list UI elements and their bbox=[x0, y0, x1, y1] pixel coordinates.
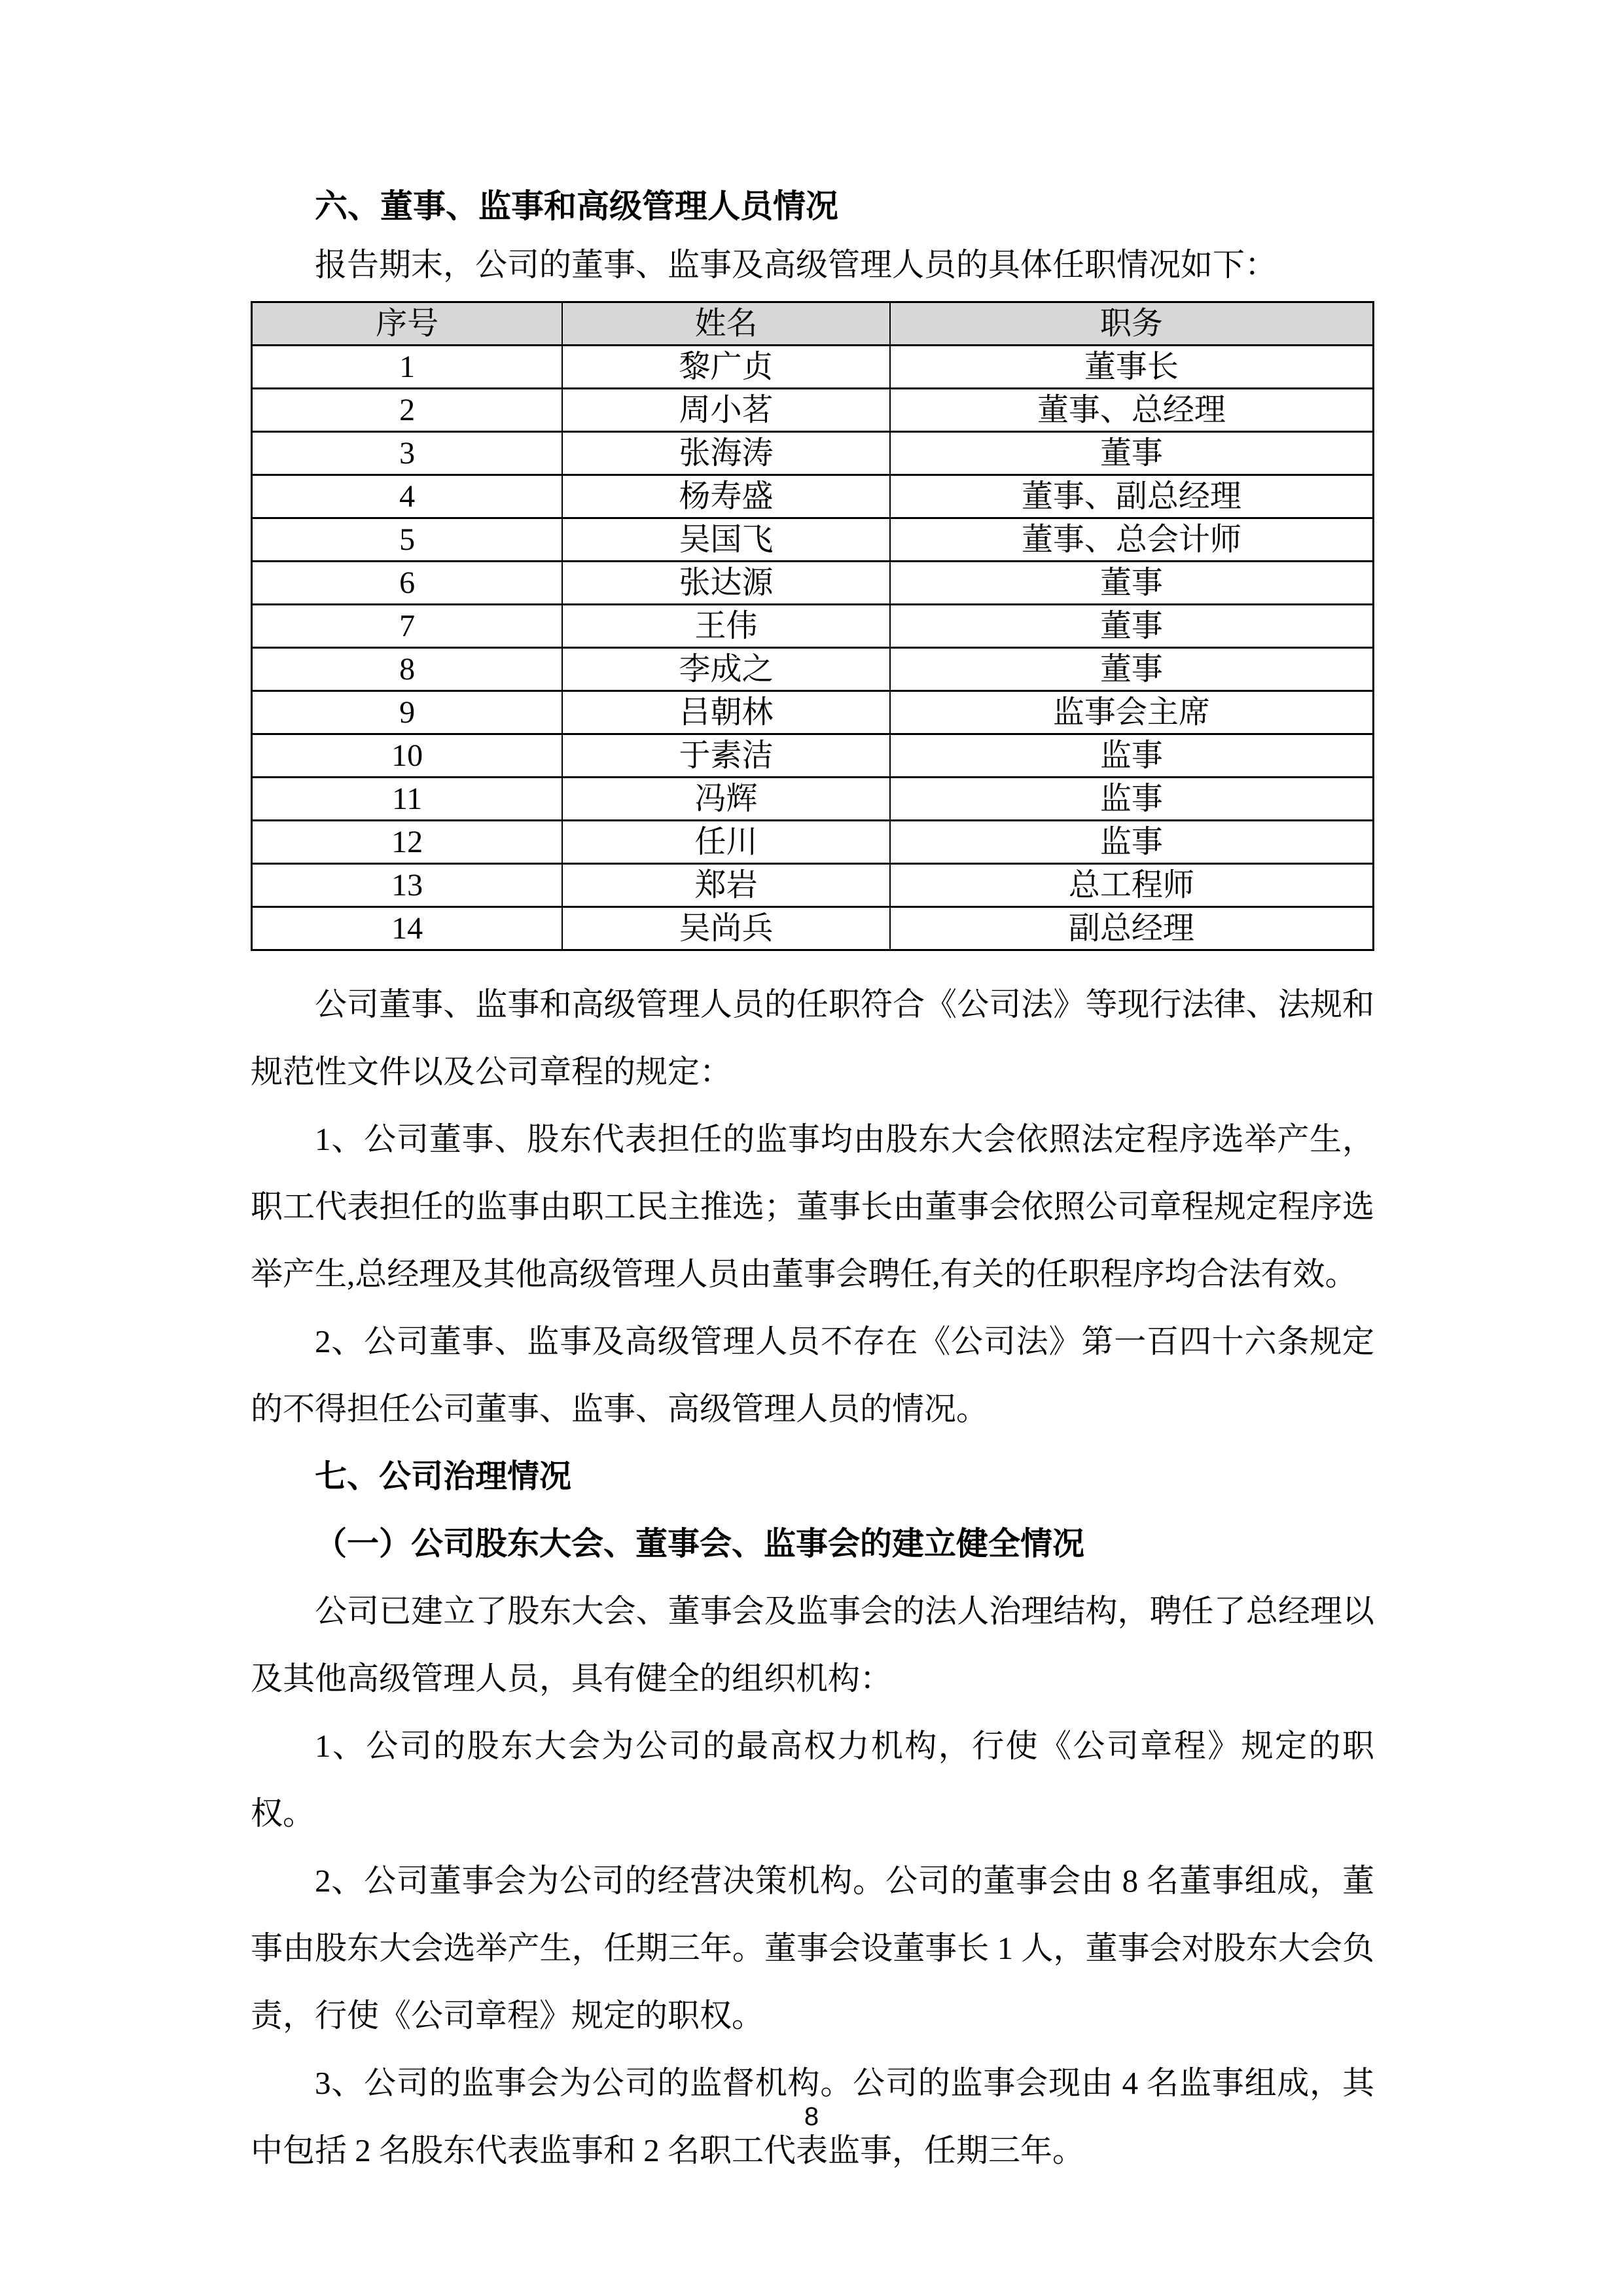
table-cell: 5 bbox=[252, 518, 563, 562]
table-row bbox=[252, 562, 1374, 605]
compliance-intro-paragraph: 公司董事、监事和高级管理人员的任职符合《公司法》等现行法律、法规和规范性文件以及公司章程的规定： bbox=[251, 986, 1374, 1090]
table-cell: 董事、总经理 bbox=[890, 389, 1374, 432]
header-cell-serial: 序号 bbox=[252, 302, 563, 346]
table-cell: 4 bbox=[252, 475, 563, 518]
table-cell: 7 bbox=[252, 605, 563, 648]
table-cell: 6 bbox=[252, 562, 563, 605]
table-row bbox=[252, 864, 1374, 907]
table-cell: 董事长 bbox=[890, 346, 1374, 389]
table-cell: 11 bbox=[252, 778, 563, 821]
table-cell: 副总经理 bbox=[890, 907, 1374, 950]
table-row bbox=[252, 518, 1374, 562]
table-cell: 3 bbox=[252, 432, 563, 475]
table-cell: 张海涛 bbox=[562, 432, 889, 475]
table-cell: 周小茗 bbox=[562, 389, 889, 432]
section7-item3-paragraph: 3、公司的监事会为公司的监督机构。公司的监事会现由 4 名监事组成，其中包括 2 名股东代表监事和 2 名职工代表监事，任期三年。 bbox=[251, 2065, 1374, 2168]
table-cell: 董事 bbox=[890, 648, 1374, 691]
table-cell: 监事 bbox=[890, 821, 1374, 864]
table-row bbox=[252, 432, 1374, 475]
table-row bbox=[252, 346, 1374, 389]
table-cell: 张达源 bbox=[562, 562, 889, 605]
table-row bbox=[252, 691, 1374, 734]
table-row bbox=[252, 648, 1374, 691]
table-cell: 王伟 bbox=[562, 605, 889, 648]
section6-intro-paragraph: 报告期末，公司的董事、监事及高级管理人员的具体任职情况如下： bbox=[315, 247, 1277, 283]
table-row bbox=[252, 821, 1374, 864]
table-cell: 13 bbox=[252, 864, 563, 907]
table-cell: 监事 bbox=[890, 734, 1374, 778]
table-cell: 于素洁 bbox=[562, 734, 889, 778]
section7-item1-paragraph: 1、公司的股东大会为公司的最高权力机构，行使《公司章程》规定的职权。 bbox=[251, 1728, 1374, 1831]
page-content bbox=[251, 177, 1374, 2184]
section6-item1-paragraph: 1、公司董事、股东代表担任的监事均由股东大会依照法定程序选举产生，职工代表担任的监事由职工民主推选；董事长由董事会依照公司章程规定程序选举产生,总经理及其他高级管理人员由董事会聘任,有关的任职程序均合法有效。 bbox=[251, 1121, 1374, 1292]
section7-sub1-heading: （一）公司股东大会、董事会、监事会的建立健全情况 bbox=[315, 1526, 1085, 1562]
table-row bbox=[252, 907, 1374, 950]
table-cell: 14 bbox=[252, 907, 563, 950]
officers-table-body bbox=[252, 346, 1374, 950]
table-cell: 郑岩 bbox=[562, 864, 889, 907]
table-cell: 董事、总会计师 bbox=[890, 518, 1374, 562]
table-cell: 董事、副总经理 bbox=[890, 475, 1374, 518]
table-cell: 8 bbox=[252, 648, 563, 691]
table-cell: 董事 bbox=[890, 562, 1374, 605]
table-row bbox=[252, 778, 1374, 821]
table-cell: 李成之 bbox=[562, 648, 889, 691]
table-row bbox=[252, 475, 1374, 518]
section7-intro-paragraph: 公司已建立了股东大会、董事会及监事会的法人治理结构，聘任了总经理以及其他高级管理人员，具有健全的组织机构： bbox=[251, 1593, 1374, 1696]
table-cell: 2 bbox=[252, 389, 563, 432]
section7-heading: 七、公司治理情况 bbox=[315, 1458, 572, 1494]
table-cell: 吴尚兵 bbox=[562, 907, 889, 950]
table-row bbox=[252, 389, 1374, 432]
table-row bbox=[252, 734, 1374, 778]
officers-table bbox=[251, 301, 1374, 951]
table-cell: 9 bbox=[252, 691, 563, 734]
table-cell: 吴国飞 bbox=[562, 518, 889, 562]
body-paragraphs bbox=[251, 971, 1374, 2184]
table-row bbox=[252, 605, 1374, 648]
section6-item2-paragraph: 2、公司董事、监事及高级管理人员不存在《公司法》第一百四十六条规定的不得担任公司董事、监事、高级管理人员的情况。 bbox=[251, 1323, 1374, 1427]
section7-item2-paragraph: 2、公司董事会为公司的经营决策机构。公司的董事会由 8 名董事组成，董事由股东大会选举产生，任期三年。董事会设董事长 1 人，董事会对股东大会负责，行使《公司章程》规定的职权。 bbox=[251, 1863, 1374, 2034]
table-cell: 总工程师 bbox=[890, 864, 1374, 907]
header-cell-name: 姓名 bbox=[562, 302, 889, 346]
table-cell: 董事 bbox=[890, 432, 1374, 475]
table-cell: 黎广贞 bbox=[562, 346, 889, 389]
table-cell: 杨寿盛 bbox=[562, 475, 889, 518]
officers-table-header bbox=[252, 302, 1374, 346]
table-cell: 董事 bbox=[890, 605, 1374, 648]
table-cell: 冯辉 bbox=[562, 778, 889, 821]
table-cell: 12 bbox=[252, 821, 563, 864]
table-cell: 监事 bbox=[890, 778, 1374, 821]
table-cell: 监事会主席 bbox=[890, 691, 1374, 734]
table-cell: 1 bbox=[252, 346, 563, 389]
section6-heading: 六、董事、监事和高级管理人员情况 bbox=[315, 188, 838, 224]
table-cell: 任川 bbox=[562, 821, 889, 864]
table-header-row bbox=[252, 302, 1374, 346]
page-number: 8 bbox=[804, 2102, 819, 2131]
table-cell: 吕朝林 bbox=[562, 691, 889, 734]
table-cell: 10 bbox=[252, 734, 563, 778]
header-cell-position: 职务 bbox=[890, 302, 1374, 346]
